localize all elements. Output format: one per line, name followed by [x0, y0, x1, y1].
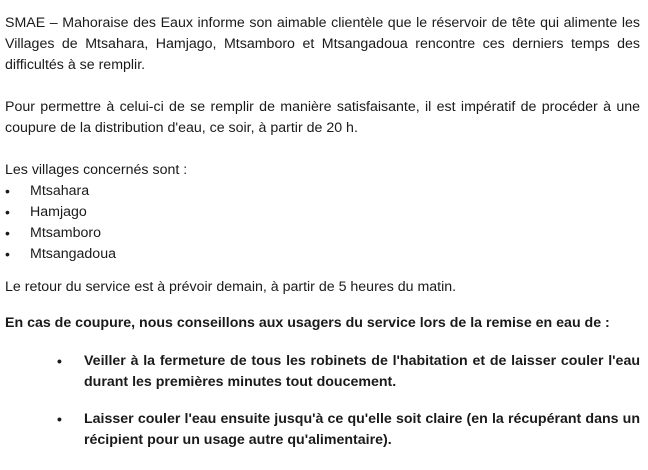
service-return-paragraph: Le retour du service est à prévoir demain, à partir de 5 heures du matin.: [5, 279, 457, 295]
advice-list: [5, 351, 640, 451]
village-name: Mtsangadoua: [30, 246, 116, 262]
advice-text: Laisser couler l'eau ensuite jusqu'à ce qu'elle soit claire (en la récupérant dans un récipient pour un usage autre qu'alimentaire).: [84, 411, 640, 448]
advice-heading: En cas de coupure, nous conseillons aux usagers du service lors de la remise en eau de :: [5, 315, 610, 331]
spacer: [5, 76, 640, 97]
village-name: Mtsahara: [30, 183, 90, 199]
list-item: [5, 351, 640, 393]
bullet-icon: •: [57, 411, 62, 427]
bullet-icon: •: [5, 246, 10, 262]
village-name: Hamjago: [30, 204, 87, 220]
bullet-icon: •: [5, 183, 10, 199]
villages-list: [5, 181, 640, 265]
spacer: [5, 139, 640, 160]
bullet-icon: •: [57, 353, 62, 369]
list-item: [5, 223, 640, 244]
spacer: [5, 334, 640, 351]
villages-heading: Les villages concernés sont :: [5, 162, 188, 178]
announcement-document: [5, 13, 640, 451]
cut-notice-paragraph: Pour permettre à celui-ci de se remplir de manière satisfaisante, il est impératif de procéder à une coupure de la distribution d'eau, ce soir, à partir de 20 h.: [5, 99, 640, 136]
list-item: [5, 181, 640, 202]
advice-text: Veiller à la fermeture de tous les robinets de l'habitation et de laisser couler l'eau durant les premières minutes tout doucement.: [84, 353, 640, 390]
list-item: [5, 409, 640, 451]
intro-paragraph: SMAE – Mahoraise des Eaux informe son aimable clientèle que le réservoir de tête qui alimente les Villages de Mtsahara, Hamjago, Mtsamboro et Mtsangadoua rencontre ces derniers temps des difficultés à se remplir.: [5, 15, 640, 73]
bullet-icon: •: [5, 204, 10, 220]
bullet-icon: •: [5, 225, 10, 241]
spacer: [5, 265, 640, 277]
spacer: [5, 298, 640, 313]
village-name: Mtsamboro: [30, 225, 101, 241]
list-item: [5, 202, 640, 223]
list-item: [5, 244, 640, 265]
